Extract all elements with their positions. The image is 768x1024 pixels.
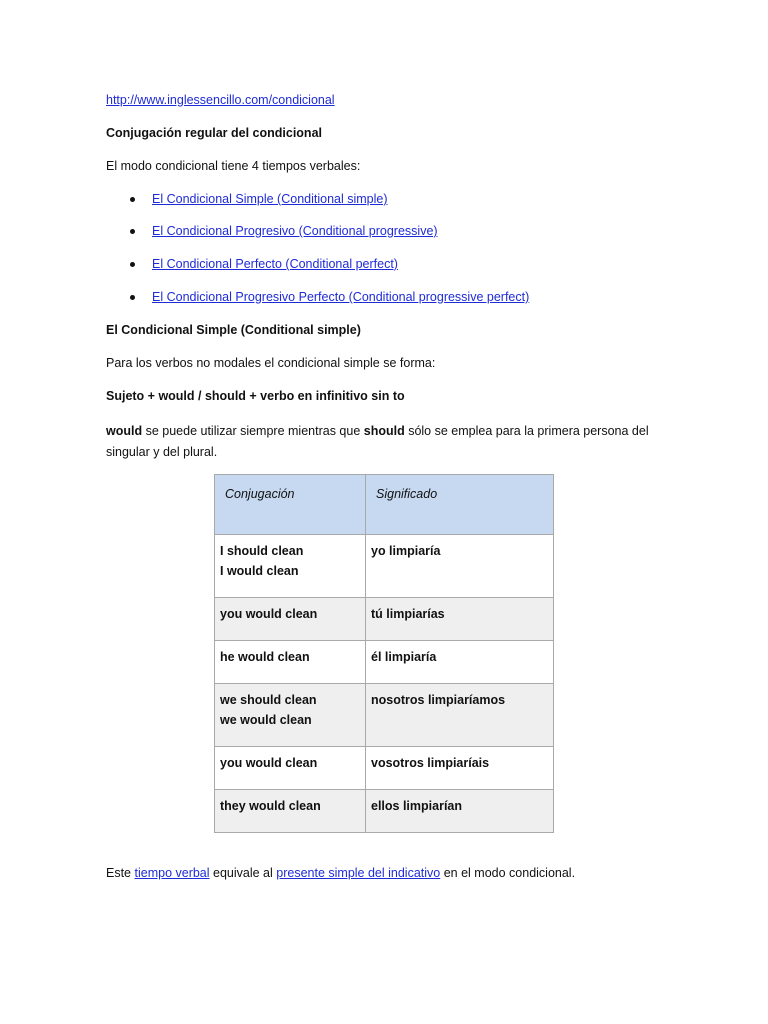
meaning-cell [366,747,554,790]
conj-form: I should clean [220,544,304,558]
conj-cell [215,535,366,598]
conj-form: you would clean [220,607,318,621]
conj-form: we would clean [220,713,312,727]
meaning-cell [366,535,554,598]
tense-link-perfect[interactable]: El Condicional Perfecto (Conditional perfect) [152,257,398,271]
conj-cell [215,684,366,747]
conj-form: we should clean [220,693,317,707]
footer-text-1: Este [106,866,135,880]
table-header-row [215,475,554,535]
formula-text: Sujeto + would / should + verbo en infinitivo sin to [106,389,405,403]
tense-link-progressive[interactable]: El Condicional Progresivo (Conditional progressive) [152,224,438,238]
conj-cell [215,598,366,641]
meaning-cell [366,790,554,833]
source-url-link[interactable]: http://www.inglessencillo.com/condicional [106,93,335,107]
conj-cell [215,641,366,684]
meaning-text: yo limpiaría [371,544,441,558]
tense-link-simple[interactable]: El Condicional Simple (Conditional simple) [152,192,388,206]
header-significado: Significado [366,475,554,535]
tiempo-verbal-link[interactable]: tiempo verbal [134,866,210,880]
conj-form: he would clean [220,650,310,664]
table-row [215,790,554,833]
conj-cell [215,747,366,790]
footer-sentence [106,866,575,880]
conj-cell [215,790,366,833]
meaning-cell [366,598,554,641]
table-row [215,641,554,684]
footer-text-3: en el modo condicional. [440,866,576,880]
conj-form: I would clean [220,564,299,578]
intro-text: El modo condicional tiene 4 tiempos verbales: [106,159,361,173]
conj-form: you would clean [220,756,318,770]
source-url-line [106,93,335,107]
table-row [215,535,554,598]
meaning-cell [366,684,554,747]
formation-intro: Para los verbos no modales el condicional simple se forma: [106,356,436,370]
bullet-icon [130,262,135,267]
meaning-text: ellos limpiarían [371,799,463,813]
bullet-icon [130,229,135,234]
usage-text-2: sólo se emplea para la primera persona del singular y del plural. [106,424,649,459]
meaning-cell [366,641,554,684]
header-conjugacion: Conjugación [215,475,366,535]
meaning-text: él limpiaría [371,650,437,664]
meaning-text: tú limpiarías [371,607,445,621]
tense-link-progressive-perfect[interactable]: El Condicional Progresivo Perfecto (Conditional progressive perfect) [152,290,530,304]
usage-word-should: should [363,424,405,438]
table-row [215,747,554,790]
presente-simple-link[interactable]: presente simple del indicativo [276,866,441,880]
usage-note [106,421,666,463]
meaning-text: vosotros limpiaríais [371,756,490,770]
bullet-icon [130,295,135,300]
heading-conjugacion: Conjugación regular del condicional [106,126,322,140]
heading-condicional-simple: El Condicional Simple (Conditional simple) [106,323,361,337]
usage-text-1: se puede utilizar siempre mientras que [142,424,364,438]
footer-text-2: equivale al [209,866,277,880]
conj-form: they would clean [220,799,321,813]
table-row [215,684,554,747]
usage-word-would: would [106,424,143,438]
table-row [215,598,554,641]
meaning-text: nosotros limpiaríamos [371,693,506,707]
bullet-icon [130,197,135,202]
conjugation-table [214,474,554,833]
